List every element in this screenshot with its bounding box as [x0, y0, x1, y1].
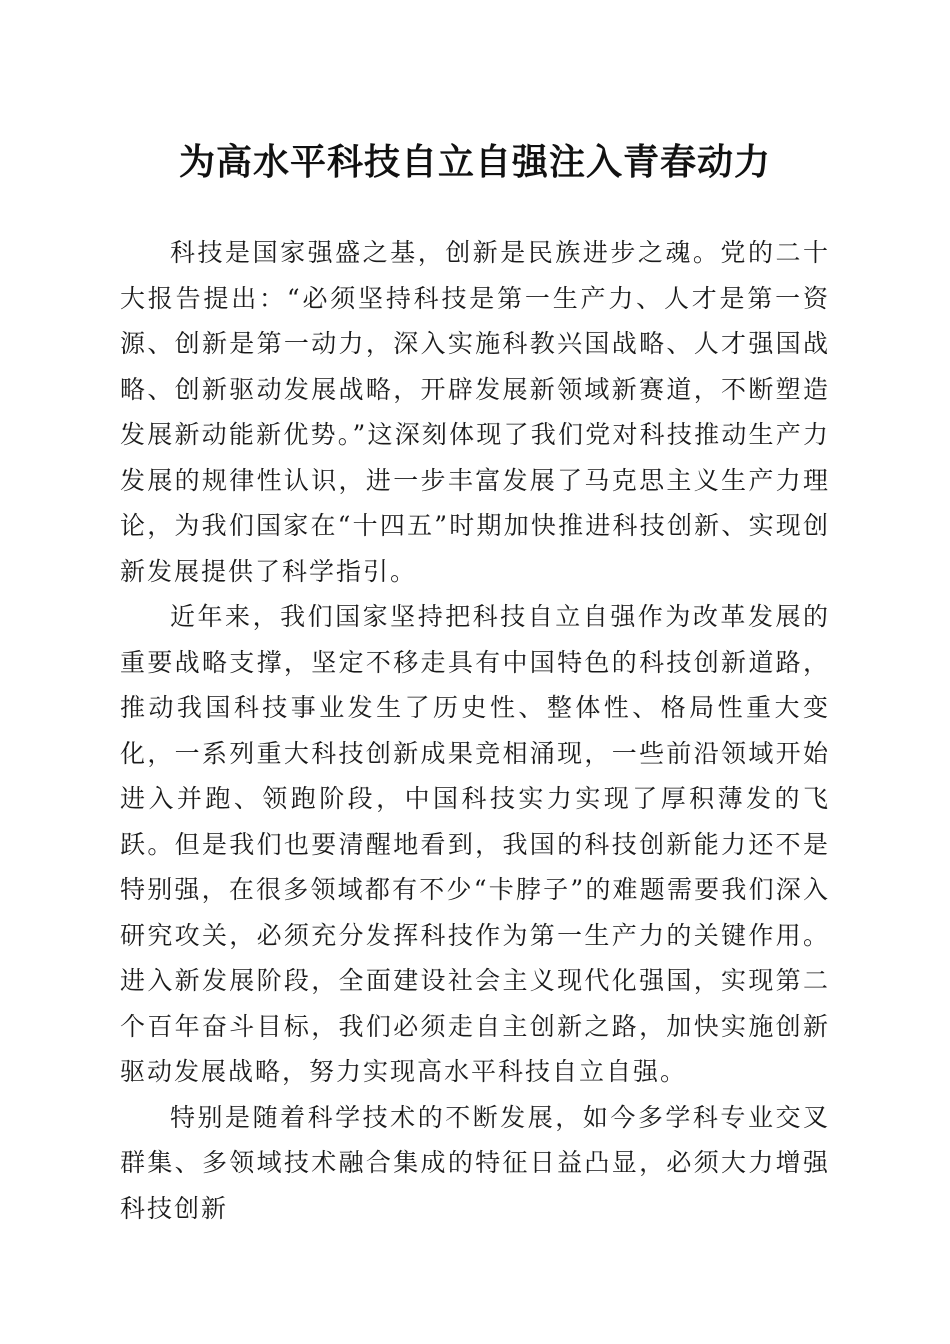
document-title: 为高水平科技自立自强注入青春动力	[178, 141, 771, 183]
paragraph-3: 特别是随着科学技术的不断发展，如今多学科专业交叉群集、多领域技术融合集成的特征日益凸显，必须大力增强科技创新	[120, 1102, 830, 1223]
paragraph-2: 近年来，我们国家坚持把科技自立自强作为改革发展的重要战略支撑，坚定不移走具有中国特色的科技创新道路，推动我国科技事业发生了历史性、整体性、格局性重大变化，一系列重大科技创新成果竞相涌现，一些前沿领域开始进入并跑、领跑阶段，中国科技实力实现了厚积薄发的飞跃。但是我们也要清醒地看到，我国的科技创新能力还不是特别强，在很多领域都有不少“卡脖子”的难题需要我们深入研究攻关，必须充分发挥科技作为第一生产力的关键作用。进入新发展阶段，全面建设社会主义现代化强国，实现第二个百年奋斗目标，我们必须走自主创新之路，加快实施创新驱动发展战略，努力实现高水平科技自立自强。	[120, 602, 830, 1086]
paragraph-1: 科技是国家强盛之基，创新是民族进步之魂。党的二十大报告提出：“必须坚持科技是第一生产力、人才是第一资源、创新是第一动力，深入实施科教兴国战略、人才强国战略、创新驱动发展战略，开辟发展新领域新赛道，不断塑造发展新动能新优势。”这深刻体现了我们党对科技推动生产力发展的规律性认识，进一步丰富发展了马克思主义生产力理论，为我们国家在“十四五”时期加快推进科技创新、实现创新发展提供了科学指引。	[120, 238, 830, 586]
document-body	[120, 230, 830, 1231]
